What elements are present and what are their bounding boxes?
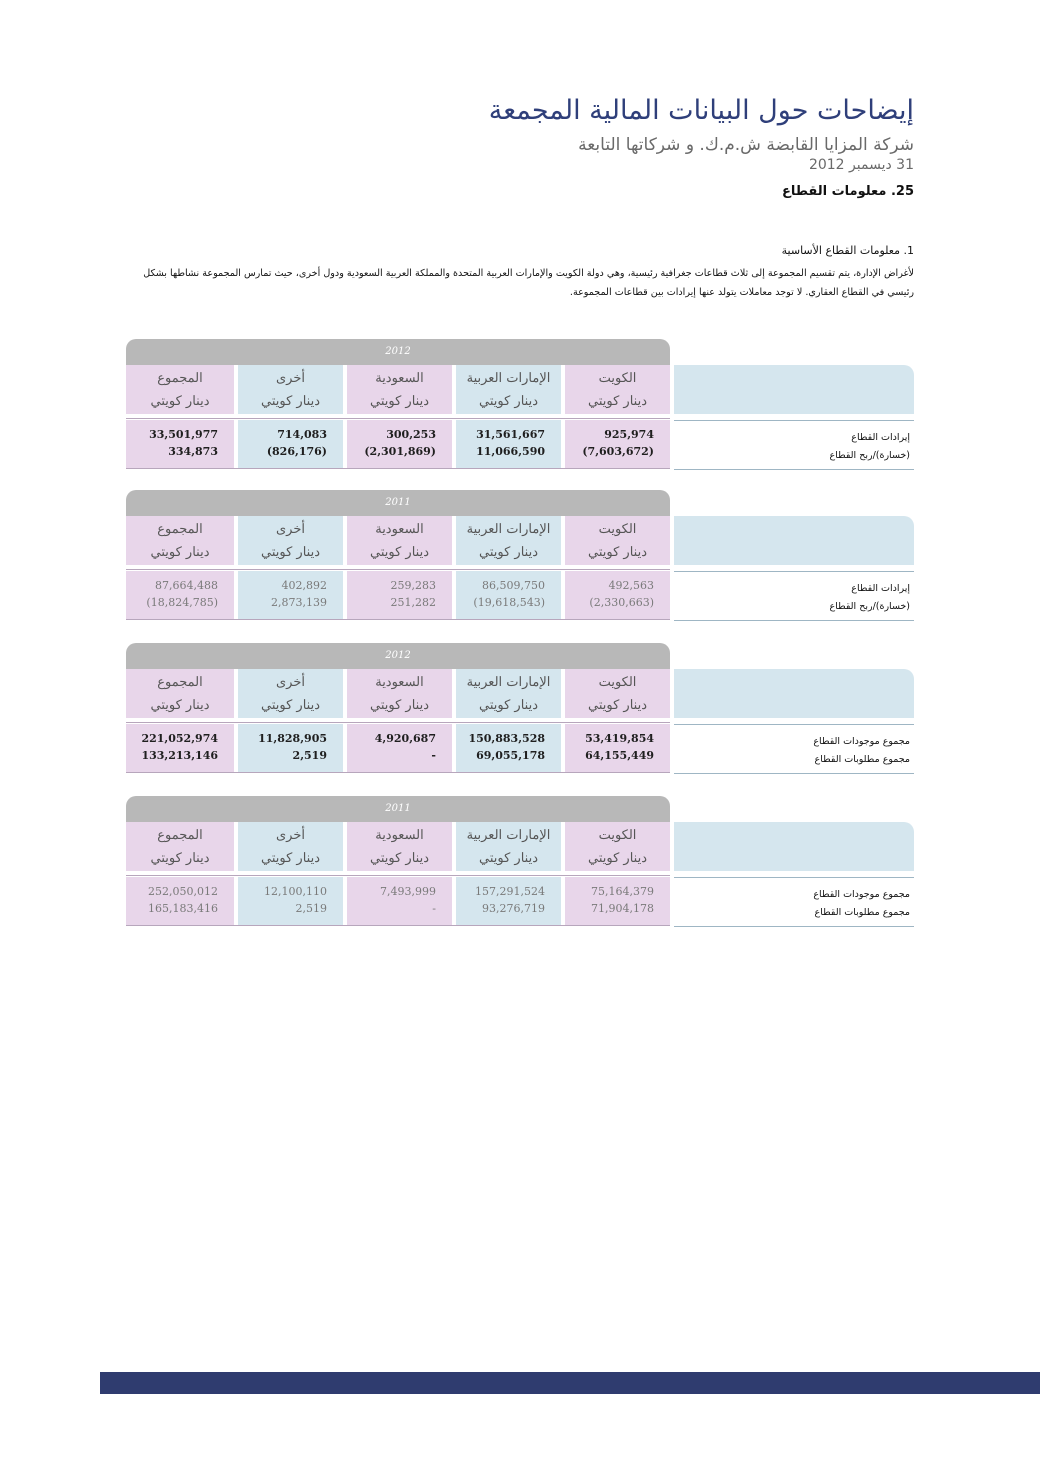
column-unit: دينار كويتي <box>588 545 647 560</box>
table-rule <box>126 418 670 419</box>
row-label-column <box>674 877 914 927</box>
data-column <box>238 420 343 468</box>
description-paragraph: لأغراض الإدارة، يتم تقسيم المجموعة إلى ثلاث قطاعات جغرافية رئيسية، وهي دولة الكويت والإمارات العربية المتحدة والمملكة العربية السعودية ودول أخرى، حيث تمارس المجموعة نشاطها بشكل رئيسي في القطاع العقاري. لا توجد معاملات يتولد عنها إيرادات بين قطاعات المجموعة. <box>143 268 914 298</box>
data-column <box>565 877 670 925</box>
section-heading: 25. معلومات القطاع <box>781 184 914 199</box>
column-unit: دينار كويتي <box>370 851 429 866</box>
column-header <box>238 822 343 871</box>
table-year: 2012 <box>126 339 670 365</box>
column-name: الإمارات العربية <box>466 828 551 843</box>
column-header <box>238 669 343 718</box>
table-cell: (7,603,672) <box>582 445 654 458</box>
column-unit: دينار كويتي <box>479 545 538 560</box>
row-label: (خسارة)/ربح القطاع <box>829 450 910 461</box>
table-cell: - <box>432 902 436 915</box>
label-header-cell <box>674 669 914 718</box>
data-column <box>238 877 343 925</box>
table-cell: 221,052,974 <box>141 732 218 745</box>
table-cell: 252,050,012 <box>148 885 218 898</box>
data-column <box>456 724 561 772</box>
column-name: الإمارات العربية <box>466 675 551 690</box>
data-column <box>347 877 452 925</box>
column-name: السعودية <box>375 675 424 690</box>
table-rule <box>126 468 670 469</box>
data-column <box>456 877 561 925</box>
column-name: الكويت <box>598 522 637 537</box>
table-cell: 93,276,719 <box>482 902 545 915</box>
table-cell: (826,176) <box>266 445 327 458</box>
column-header <box>565 516 670 565</box>
table-cell: 300,253 <box>386 428 436 441</box>
column-header <box>238 365 343 414</box>
label-header-cell <box>674 516 914 565</box>
column-header <box>565 365 670 414</box>
row-label-column <box>674 571 914 621</box>
report-date: 31 ديسمبر 2012 <box>808 157 914 173</box>
table-cell: 86,509,750 <box>482 579 545 592</box>
column-unit: دينار كويتي <box>588 851 647 866</box>
table-cell: 33,501,977 <box>149 428 218 441</box>
table-cell: (2,301,869) <box>364 445 436 458</box>
row-label: مجموع موجودات القطاع <box>813 736 910 747</box>
data-column <box>126 724 234 772</box>
data-column <box>126 877 234 925</box>
table-cell: 402,892 <box>281 579 327 592</box>
row-label: (خسارة)/ربح القطاع <box>829 601 910 612</box>
company-name: شركة المزايا القابضة ش.م.ك. و شركاتها التابعة <box>578 135 914 155</box>
segment-table <box>126 490 914 624</box>
row-label: إيرادات القطاع <box>851 432 910 443</box>
column-header <box>565 669 670 718</box>
column-name: أخرى <box>276 828 305 843</box>
column-header <box>456 669 561 718</box>
label-header-cell <box>674 365 914 414</box>
column-name: المجموع <box>157 675 203 690</box>
data-column <box>126 571 234 619</box>
column-header <box>238 516 343 565</box>
table-cell: (2,330,663) <box>589 596 654 609</box>
page-header <box>489 94 914 199</box>
column-name: الكويت <box>598 828 637 843</box>
column-header <box>126 516 234 565</box>
table-rule <box>126 875 670 876</box>
column-name: المجموع <box>157 828 203 843</box>
column-name: السعودية <box>375 371 424 386</box>
column-header <box>126 669 234 718</box>
table-cell: 11,066,590 <box>476 445 545 458</box>
table-cell: 69,055,178 <box>476 749 545 762</box>
table-cell: 2,519 <box>295 902 327 915</box>
data-column <box>565 420 670 468</box>
table-cell: 53,419,854 <box>585 732 654 745</box>
table-cell: 925,974 <box>604 428 654 441</box>
column-unit: دينار كويتي <box>479 394 538 409</box>
column-header <box>347 822 452 871</box>
column-unit: دينار كويتي <box>150 698 210 713</box>
table-rule <box>126 619 670 620</box>
label-header-cell <box>674 822 914 871</box>
column-unit: دينار كويتي <box>150 851 210 866</box>
table-cell: 251,282 <box>390 596 436 609</box>
table-cell: 64,155,449 <box>585 749 654 762</box>
data-column <box>238 571 343 619</box>
column-unit: دينار كويتي <box>150 545 210 560</box>
data-column <box>126 420 234 468</box>
table-cell: 12,100,110 <box>264 885 327 898</box>
table-cell: 11,828,905 <box>258 732 327 745</box>
row-label: إيرادات القطاع <box>851 583 910 594</box>
table-cell: 7,493,999 <box>380 885 436 898</box>
table-cell: 31,561,667 <box>476 428 545 441</box>
column-name: السعودية <box>375 522 424 537</box>
table-cell: 2,873,139 <box>271 596 327 609</box>
table-cell: 71,904,178 <box>591 902 654 915</box>
table-cell: 75,164,379 <box>591 885 654 898</box>
table-cell: - <box>431 749 436 762</box>
page-title: إيضاحات حول البيانات المالية المجمعة <box>488 95 914 126</box>
row-label-column <box>674 420 914 470</box>
column-header <box>126 822 234 871</box>
column-unit: دينار كويتي <box>370 698 429 713</box>
data-column <box>456 571 561 619</box>
column-name: المجموع <box>157 371 203 386</box>
column-unit: دينار كويتي <box>588 698 647 713</box>
column-unit: دينار كويتي <box>261 545 320 560</box>
table-cell: 2,519 <box>292 749 327 762</box>
column-name: السعودية <box>375 828 424 843</box>
column-unit: دينار كويتي <box>370 394 429 409</box>
data-column <box>238 724 343 772</box>
table-cell: 492,563 <box>608 579 654 592</box>
column-header <box>456 365 561 414</box>
column-unit: دينار كويتي <box>588 394 647 409</box>
table-cell: 87,664,488 <box>155 579 218 592</box>
data-column <box>347 420 452 468</box>
column-header <box>347 669 452 718</box>
segment-table <box>126 796 914 930</box>
column-header <box>565 822 670 871</box>
column-unit: دينار كويتي <box>261 698 320 713</box>
column-name: المجموع <box>157 522 203 537</box>
column-unit: دينار كويتي <box>261 394 320 409</box>
data-column <box>347 571 452 619</box>
column-header <box>126 365 234 414</box>
data-column <box>565 571 670 619</box>
table-rule <box>126 722 670 723</box>
table-cell: 334,873 <box>168 445 218 458</box>
column-header <box>347 365 452 414</box>
column-unit: دينار كويتي <box>261 851 320 866</box>
column-unit: دينار كويتي <box>479 698 538 713</box>
column-name: أخرى <box>276 371 305 386</box>
table-cell: 133,213,146 <box>141 749 218 762</box>
table-cell: (19,618,543) <box>473 596 545 609</box>
table-cell: 4,920,687 <box>374 732 436 745</box>
table-year: 2012 <box>126 643 670 669</box>
column-unit: دينار كويتي <box>479 851 538 866</box>
table-year: 2011 <box>126 490 670 516</box>
table-rule <box>126 925 670 926</box>
column-name: الكويت <box>598 675 637 690</box>
row-label-column <box>674 724 914 774</box>
data-column <box>456 420 561 468</box>
row-label: مجموع مطلوبات القطاع <box>814 754 910 765</box>
row-label: مجموع موجودات القطاع <box>813 889 910 900</box>
column-header <box>456 822 561 871</box>
row-label: مجموع مطلوبات القطاع <box>814 907 910 918</box>
column-name: الإمارات العربية <box>466 522 551 537</box>
column-name: الإمارات العربية <box>466 371 551 386</box>
column-header <box>456 516 561 565</box>
table-cell: 165,183,416 <box>148 902 218 915</box>
table-rule <box>126 569 670 570</box>
column-name: أخرى <box>276 522 305 537</box>
segment-table <box>126 339 914 473</box>
segment-table <box>126 643 914 777</box>
column-unit: دينار كويتي <box>150 394 210 409</box>
table-cell: 150,883,528 <box>468 732 545 745</box>
column-unit: دينار كويتي <box>370 545 429 560</box>
table-year: 2011 <box>126 796 670 822</box>
column-name: أخرى <box>276 675 305 690</box>
column-name: الكويت <box>598 371 637 386</box>
subsection-heading: 1. معلومات القطاع الأساسية <box>781 244 914 257</box>
table-cell: 714,083 <box>277 428 327 441</box>
footer-bar <box>100 1372 1040 1394</box>
data-column <box>565 724 670 772</box>
column-header <box>347 516 452 565</box>
data-column <box>347 724 452 772</box>
table-rule <box>126 772 670 773</box>
table-cell: 259,283 <box>390 579 436 592</box>
table-cell: 157,291,524 <box>475 885 545 898</box>
table-cell: (18,824,785) <box>146 596 218 609</box>
